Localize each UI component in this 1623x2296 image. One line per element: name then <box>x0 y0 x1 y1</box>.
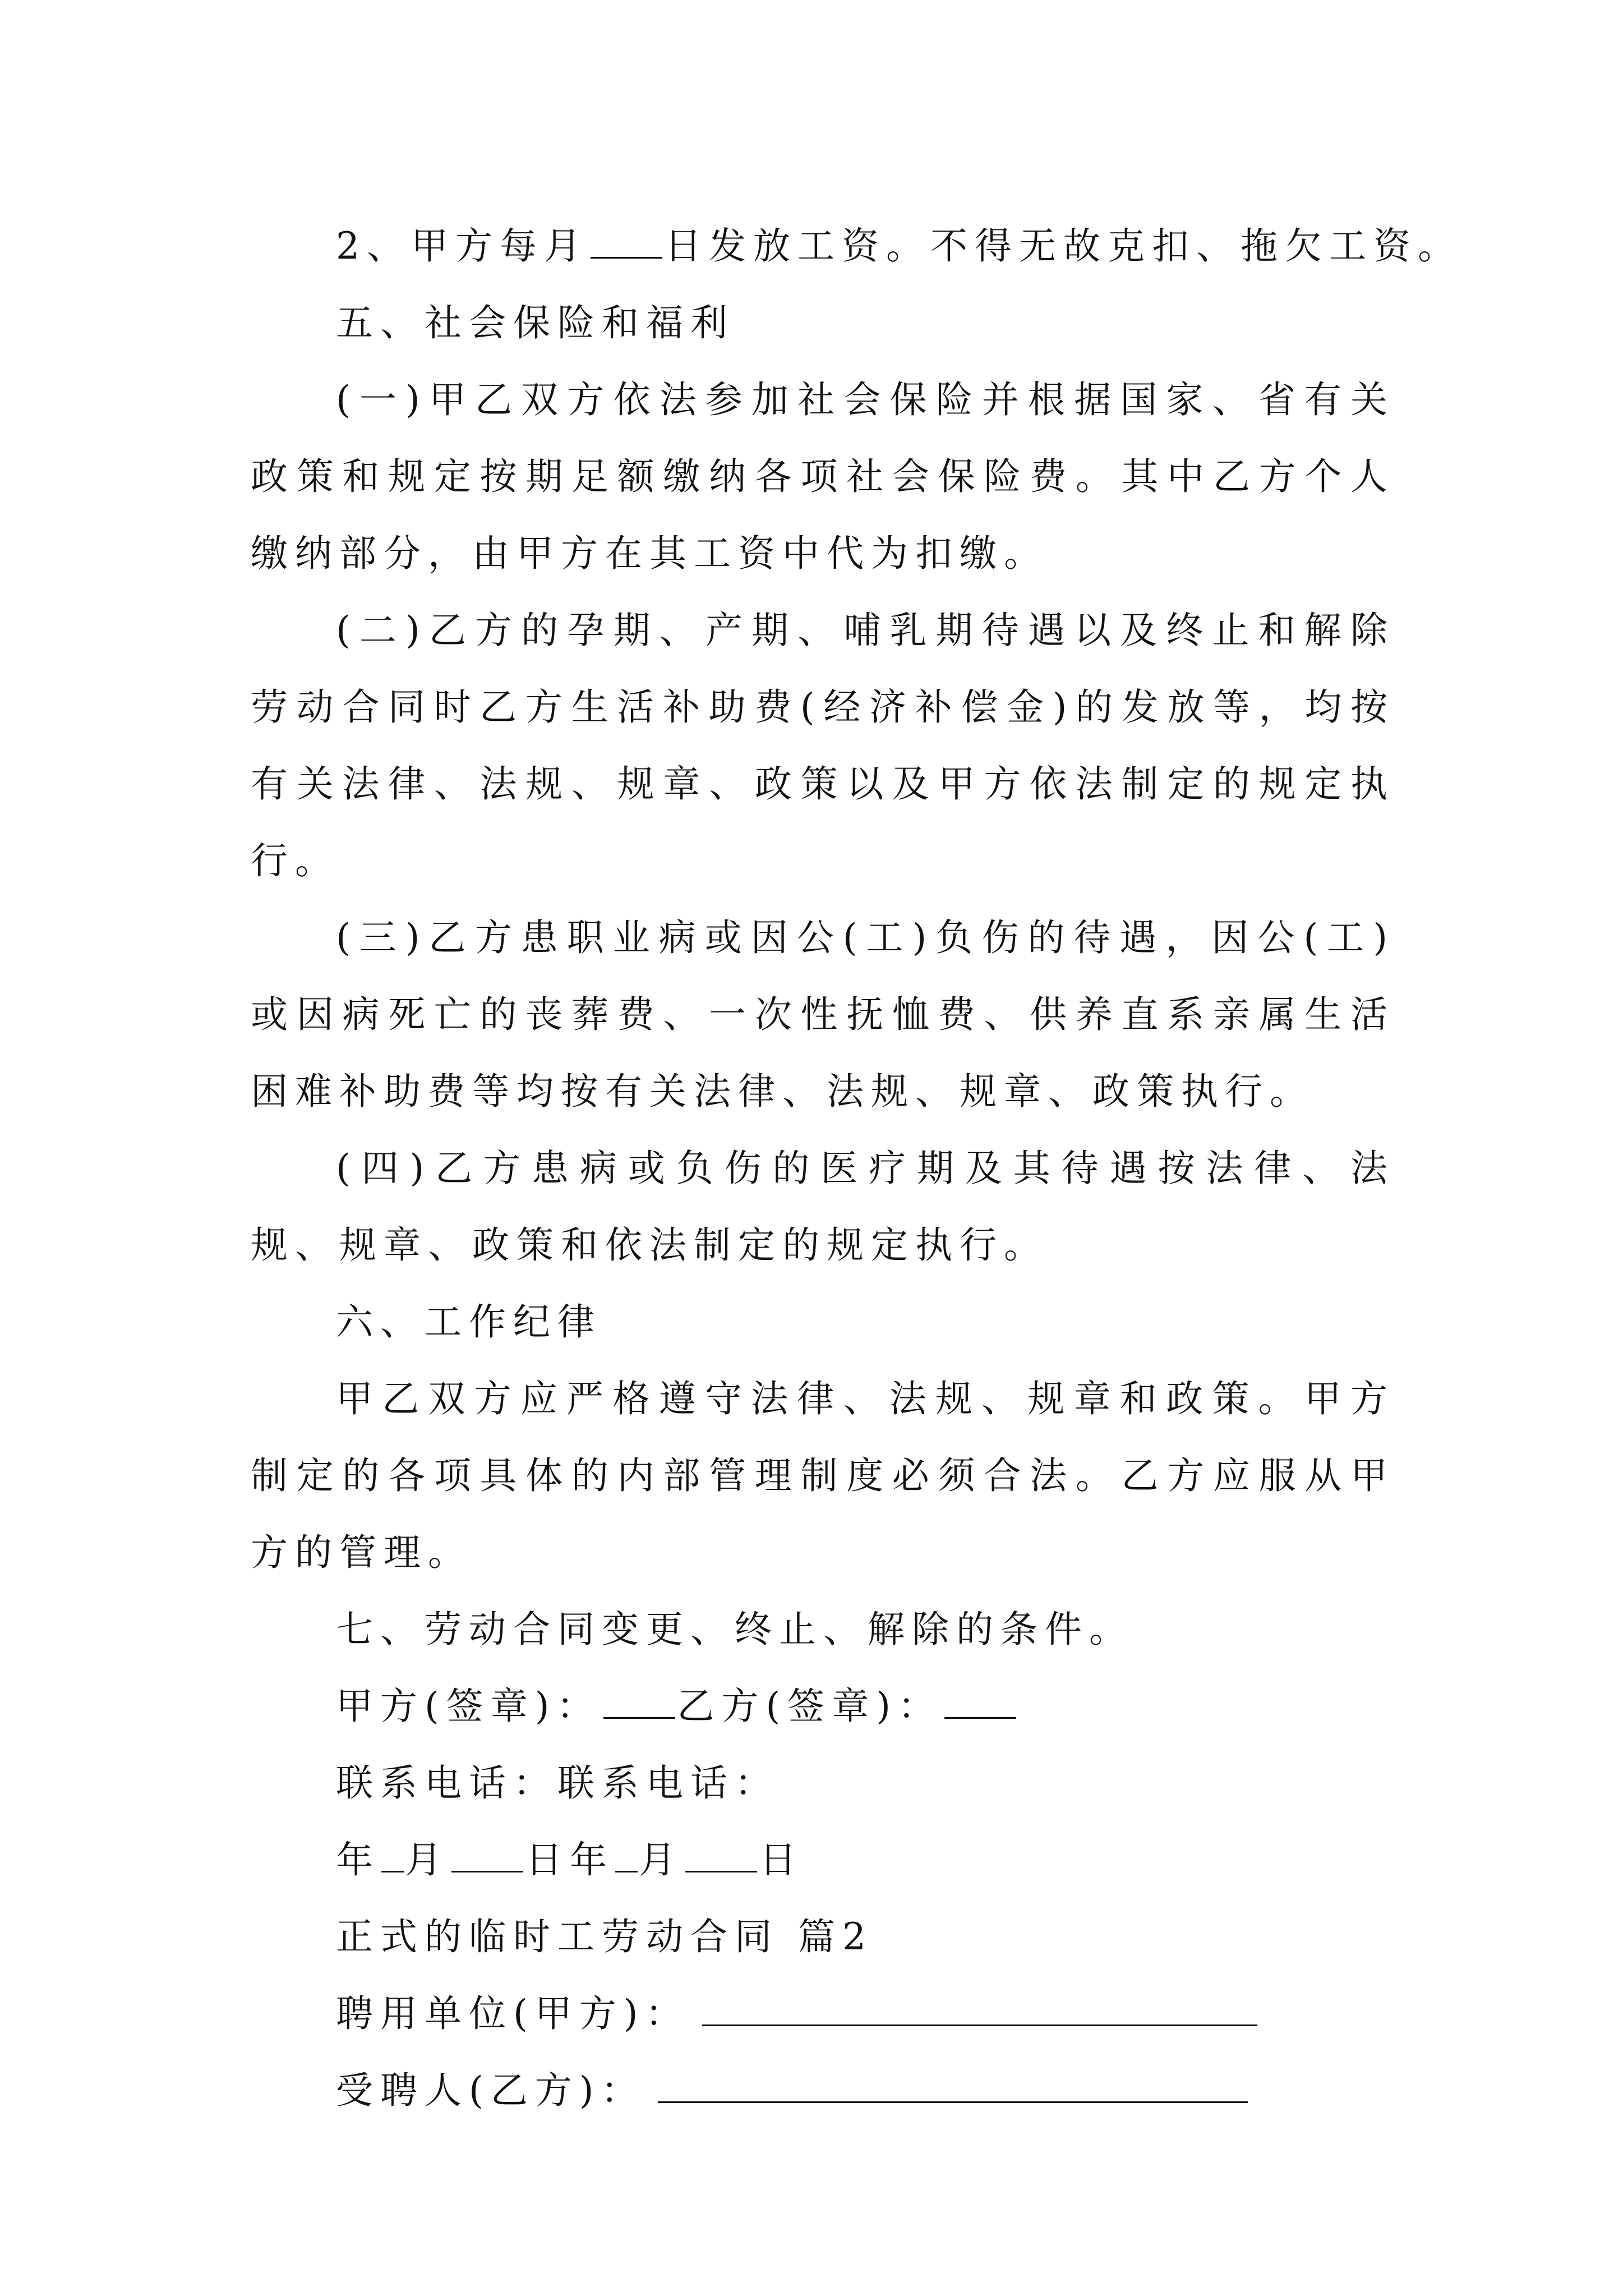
blank-field <box>591 228 662 259</box>
date-month-label: 月 <box>405 1838 449 1881</box>
section-heading-contract-conditions: 七、劳动合同变更、终止、解除的条件。 <box>336 1608 1133 1651</box>
clause-social-insurance-4: (四)乙方患病或负伤的医疗期及其待遇按法律、法规、规章、政策和依法制定的规定执行。 <box>251 1147 1395 1267</box>
party-a-signature-label: 甲方(签章)： <box>336 1685 601 1728</box>
clause-social-insurance-3: (三)乙方患职业病或因公(工)负伤的待遇，因公(工)或因病死亡的丧葬费、一次性抚恤费、供养直系亲属生活困难补助费等均按有关法律、法规、规章、政策执行。 <box>251 916 1395 1113</box>
date-blank <box>685 1842 757 1872</box>
date-blank <box>451 1842 523 1872</box>
employer-line <box>251 1975 1395 2052</box>
date-line <box>251 1821 1395 1898</box>
clause-salary-date-post: 日发放工资。不得无故克扣、拖欠工资。 <box>665 224 1462 268</box>
phone-line: 联系电话：联系电话： <box>336 1761 779 1805</box>
date-day-year-label: 日年 <box>525 1838 614 1881</box>
employer-label: 聘用单位(甲方)： <box>336 1992 690 2035</box>
date-day-label-2: 日 <box>759 1838 804 1881</box>
date-year-label: 年 <box>336 1838 380 1881</box>
date-month-label-2: 月 <box>639 1838 683 1881</box>
employee-blank <box>658 2072 1248 2103</box>
clause-work-discipline: 甲乙双方应严格遵守法律、法规、规章和政策。甲方制定的各项具体的内部管理制度必须合法。乙方应服从甲方的管理。 <box>251 1377 1395 1574</box>
clause-salary-date-pre: 2、甲方每月 <box>336 224 588 268</box>
date-blank <box>615 1842 638 1872</box>
employee-line <box>251 2052 1395 2129</box>
document-body <box>251 208 1462 2129</box>
clause-social-insurance-2: (二)乙方的孕期、产期、哺乳期待遇以及终止和解除劳动合同时乙方生活补助费(经济补偿金)的发放等，均按有关法律、法规、规章、政策以及甲方依法制定的规定执行。 <box>251 609 1395 882</box>
section-heading-social-insurance: 五、社会保险和福利 <box>336 301 735 344</box>
section-heading-work-discipline: 六、工作纪律 <box>336 1300 602 1343</box>
signature-line <box>251 1668 1395 1745</box>
employer-blank <box>702 1995 1257 2026</box>
date-blank <box>381 1842 404 1872</box>
employee-label: 受聘人(乙方)： <box>336 2069 645 2112</box>
party-a-signature-blank <box>603 1688 675 1719</box>
clause-salary-date <box>251 208 1462 284</box>
party-b-signature-blank <box>944 1688 1016 1719</box>
party-b-signature-label: 乙方(签章)： <box>677 1685 942 1728</box>
clause-social-insurance-1: (一)甲乙双方依法参加社会保险并根据国家、省有关政策和规定按期足额缴纳各项社会保险费。其中乙方个人缴纳部分，由甲方在其工资中代为扣缴。 <box>251 378 1395 575</box>
second-contract-title: 正式的临时工劳动合同 篇2 <box>336 1915 873 1958</box>
